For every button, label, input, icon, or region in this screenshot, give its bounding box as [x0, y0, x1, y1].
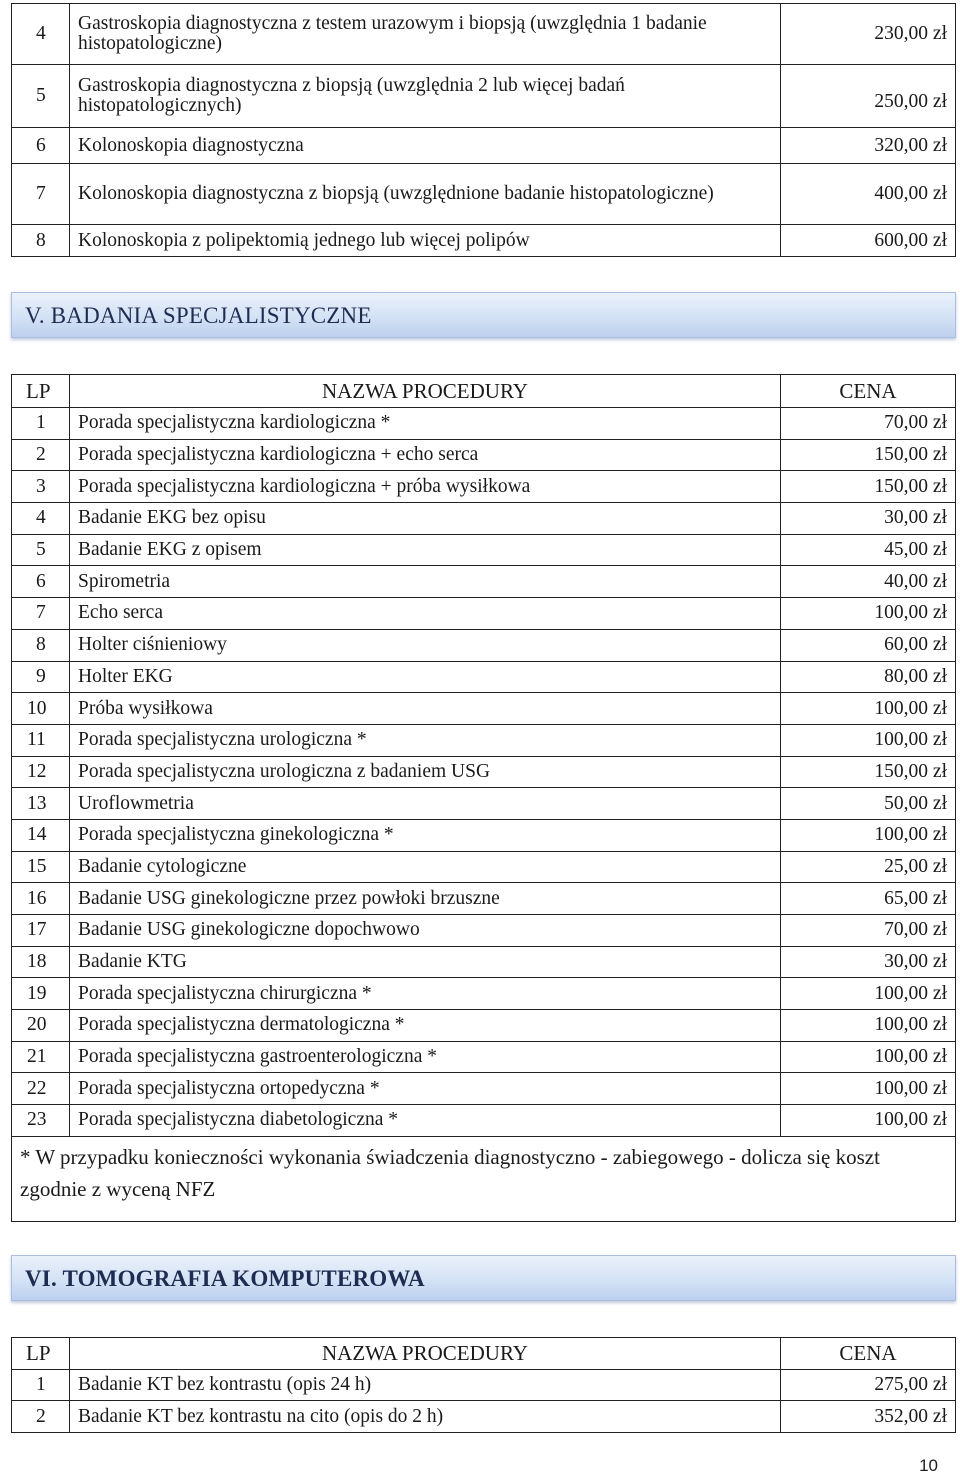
row-name: Holter ciśnieniowy: [70, 629, 781, 661]
table-row: [12, 4, 956, 65]
table-header-row: [12, 1338, 956, 1370]
row-price: 320,00 zł: [781, 128, 956, 164]
row-name: Badanie EKG bez opisu: [70, 503, 781, 535]
row-price: 65,00 zł: [781, 883, 956, 915]
table-row: [12, 1401, 956, 1433]
row-price: 250,00 zł: [781, 65, 956, 128]
row-lp: 3: [12, 471, 70, 503]
table-row: [12, 851, 956, 883]
row-lp: 2: [12, 1401, 70, 1433]
row-price: 600,00 zł: [781, 225, 956, 257]
row-lp: 5: [12, 65, 70, 128]
row-name: Badanie KT bez kontrastu (opis 24 h): [70, 1370, 781, 1401]
table-row: [12, 1073, 956, 1105]
row-name: Holter EKG: [70, 661, 781, 693]
table-row: [12, 65, 956, 128]
table-row: [12, 503, 956, 535]
row-lp: 6: [12, 128, 70, 164]
row-price: 30,00 zł: [781, 946, 956, 978]
header-name: NAZWA PROCEDURY: [70, 375, 781, 408]
row-price: 70,00 zł: [781, 915, 956, 947]
row-lp: 14: [12, 819, 70, 851]
header-name: NAZWA PROCEDURY: [70, 1338, 781, 1370]
row-price: 50,00 zł: [781, 788, 956, 820]
table-row: [12, 693, 956, 725]
row-lp: 1: [12, 408, 70, 440]
row-lp: 7: [12, 598, 70, 630]
row-lp: 16: [12, 883, 70, 915]
row-lp: 6: [12, 566, 70, 598]
row-price: 100,00 zł: [781, 1041, 956, 1073]
table-row: [12, 756, 956, 788]
header-price: CENA: [781, 375, 956, 408]
row-name: Porada specjalistyczna dermatologiczna *: [70, 1010, 781, 1042]
row-name: Badanie USG ginekologiczne przez powłoki brzuszne: [70, 883, 781, 915]
row-name: Gastroskopia diagnostyczna z biopsją (uwzględnia 2 lub więcej badań histopatologicznych): [70, 65, 781, 128]
row-name: Porada specjalistyczna kardiologiczna *: [70, 408, 781, 440]
row-price: 150,00 zł: [781, 439, 956, 471]
row-price: 100,00 zł: [781, 724, 956, 756]
note-row: [12, 1136, 956, 1221]
table-row: [12, 946, 956, 978]
table-row: [12, 788, 956, 820]
section-vi-header: [11, 1255, 956, 1301]
page-number: 10: [919, 1456, 938, 1475]
specialist-table: [11, 374, 956, 1222]
row-price: 25,00 zł: [781, 851, 956, 883]
row-name: Porada specjalistyczna ginekologiczna *: [70, 819, 781, 851]
section-v-title: V. BADANIA SPECJALISTYCZNE: [25, 303, 372, 328]
row-name: Kolonoskopia diagnostyczna z biopsją (uwzględnione badanie histopatologiczne): [70, 164, 781, 225]
row-name: Porada specjalistyczna gastroenterologiczna *: [70, 1041, 781, 1073]
row-lp: 23: [12, 1105, 70, 1137]
section-v-header: [11, 292, 956, 338]
row-name: Gastroskopia diagnostyczna z testem urazowym i biopsją (uwzględnia 1 badanie histopatologiczne): [70, 4, 781, 65]
row-name: Badanie EKG z opisem: [70, 534, 781, 566]
row-name: Porada specjalistyczna ortopedyczna *: [70, 1073, 781, 1105]
row-price: 275,00 zł: [781, 1370, 956, 1401]
row-lp: 12: [12, 756, 70, 788]
row-name: Porada specjalistyczna urologiczna z badaniem USG: [70, 756, 781, 788]
row-lp: 4: [12, 4, 70, 65]
table-row: [12, 225, 956, 257]
row-name: Spirometria: [70, 566, 781, 598]
row-price: 60,00 zł: [781, 629, 956, 661]
row-lp: 11: [12, 724, 70, 756]
table-row: [12, 566, 956, 598]
row-price: 80,00 zł: [781, 661, 956, 693]
row-name: Kolonoskopia z polipektomią jednego lub więcej polipów: [70, 225, 781, 257]
row-name: Badanie KTG: [70, 946, 781, 978]
row-name: Porada specjalistyczna kardiologiczna + próba wysiłkowa: [70, 471, 781, 503]
row-lp: 19: [12, 978, 70, 1010]
table-row: [12, 1370, 956, 1401]
row-lp: 2: [12, 439, 70, 471]
row-name: Porada specjalistyczna chirurgiczna *: [70, 978, 781, 1010]
table-row: [12, 883, 956, 915]
row-name: Próba wysiłkowa: [70, 693, 781, 725]
row-price: 100,00 zł: [781, 693, 956, 725]
row-name: Badanie KT bez kontrastu na cito (opis do 2 h): [70, 1401, 781, 1433]
row-lp: 8: [12, 629, 70, 661]
row-name: Porada specjalistyczna kardiologiczna + echo serca: [70, 439, 781, 471]
row-name: Kolonoskopia diagnostyczna: [70, 128, 781, 164]
table-row: [12, 439, 956, 471]
row-price: 352,00 zł: [781, 1401, 956, 1433]
footnote: * W przypadku konieczności wykonania świadczenia diagnostyczno - zabiegowego - dolicza się koszt zgodnie z wyceną NFZ: [12, 1136, 956, 1221]
row-name: Porada specjalistyczna urologiczna *: [70, 724, 781, 756]
row-lp: 7: [12, 164, 70, 225]
row-lp: 22: [12, 1073, 70, 1105]
row-lp: 21: [12, 1041, 70, 1073]
row-price: 150,00 zł: [781, 756, 956, 788]
row-price: 100,00 zł: [781, 819, 956, 851]
row-price: 100,00 zł: [781, 978, 956, 1010]
row-lp: 17: [12, 915, 70, 947]
row-name: Porada specjalistyczna diabetologiczna *: [70, 1105, 781, 1137]
row-lp: 9: [12, 661, 70, 693]
row-lp: 20: [12, 1010, 70, 1042]
row-price: 100,00 zł: [781, 1105, 956, 1137]
endoscopy-table: [11, 3, 956, 257]
section-vi-title: VI. TOMOGRAFIA KOMPUTEROWA: [25, 1266, 425, 1291]
row-lp: 13: [12, 788, 70, 820]
row-lp: 18: [12, 946, 70, 978]
row-price: 100,00 zł: [781, 1073, 956, 1105]
row-name: Badanie USG ginekologiczne dopochwowo: [70, 915, 781, 947]
table-row: [12, 534, 956, 566]
row-price: 100,00 zł: [781, 598, 956, 630]
table-row: [12, 661, 956, 693]
header-lp: LP: [12, 375, 70, 408]
table-row: [12, 724, 956, 756]
row-price: 150,00 zł: [781, 471, 956, 503]
table-row: [12, 408, 956, 440]
row-lp: 15: [12, 851, 70, 883]
row-price: 70,00 zł: [781, 408, 956, 440]
row-name: Echo serca: [70, 598, 781, 630]
table-row: [12, 1105, 956, 1137]
table-row: [12, 471, 956, 503]
row-price: 230,00 zł: [781, 4, 956, 65]
table-header-row: [12, 375, 956, 408]
row-name: Badanie cytologiczne: [70, 851, 781, 883]
ct-table: [11, 1337, 956, 1433]
table-row: [12, 598, 956, 630]
table-row: [12, 819, 956, 851]
row-lp: 10: [12, 693, 70, 725]
row-price: 40,00 zł: [781, 566, 956, 598]
row-price: 400,00 zł: [781, 164, 956, 225]
table-row: [12, 915, 956, 947]
table-row: [12, 1010, 956, 1042]
table-row: [12, 978, 956, 1010]
row-lp: 5: [12, 534, 70, 566]
row-lp: 1: [12, 1370, 70, 1401]
table-row: [12, 1041, 956, 1073]
header-price: CENA: [781, 1338, 956, 1370]
table-row: [12, 629, 956, 661]
row-name: Uroflowmetria: [70, 788, 781, 820]
table-row: [12, 164, 956, 225]
row-price: 100,00 zł: [781, 1010, 956, 1042]
row-price: 45,00 zł: [781, 534, 956, 566]
row-lp: 4: [12, 503, 70, 535]
header-lp: LP: [12, 1338, 70, 1370]
row-price: 30,00 zł: [781, 503, 956, 535]
table-row: [12, 128, 956, 164]
row-lp: 8: [12, 225, 70, 257]
